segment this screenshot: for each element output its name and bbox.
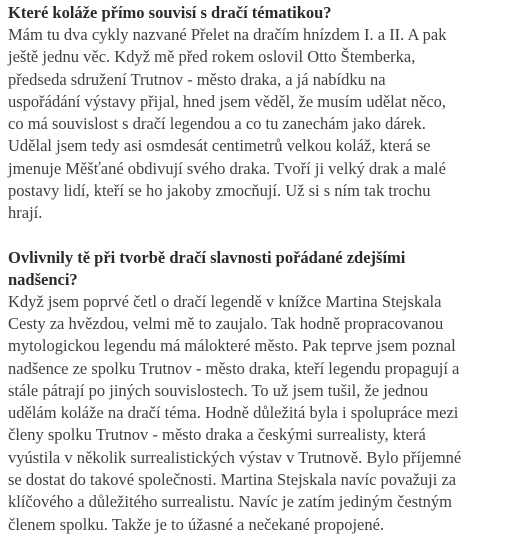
answer-line: uspořádání výstavy přijal, hned jsem věděl, že musím udělat něco, (8, 91, 447, 111)
answer-line: klíčového a důležitého surrealistu. Navíc je zatím jediným čestným (8, 492, 452, 512)
question-heading (8, 2, 508, 24)
answer-line: hrají. (8, 203, 43, 223)
answer-line: členem spolku. Takže je to úžasné a nečekané propojené. (8, 514, 385, 534)
answer-line: udělám koláže na dračí téma. Hodně důležitá byla i spolupráce mezi (8, 403, 459, 423)
answer-line: postavy lidí, kteří se ho jakoby zmocňují. Už si s ním tak trochu (8, 181, 431, 201)
answer-line: Mám tu dva cykly nazvané Přelet na dračím hnízdem I. a II. A pak (8, 25, 447, 44)
answer-line: jmenuje Měšťané obdivují svého draka. Tvoří ji velký drak a malé (8, 158, 446, 178)
answer-line: Cesty za hvězdou, velmi mě to zaujalo. Tak hodně propracovanou (8, 313, 444, 333)
article-body (8, 2, 508, 536)
answer-line: vyústila v několik surrealistických výstav v Trutnově. Bylo příjemné (8, 447, 462, 467)
answer-line: stále pátrají po jiných souvislostech. To už jsem tušil, že jednou (8, 380, 429, 400)
answer-line: mytologickou legendu má málokteré město. Pak teprve jsem poznal (8, 336, 456, 356)
answer-line: co má souvislost s dračí legendou a co tu zanechám jako dárek. (8, 114, 426, 134)
paragraph-spacer (8, 225, 508, 247)
question-line: Ovlivnily tě při tvorbě dračí slavnosti pořádané zdejšími (8, 247, 406, 267)
answer-line: ještě jednu věc. Když mě před rokem oslovil Otto Štemberka, (8, 47, 416, 67)
answer-paragraph (8, 291, 508, 536)
answer-line: nadšence ze spolku Trutnov - město draka, kteří legendu propagují a (8, 358, 460, 378)
answer-line: Udělal jsem tedy asi osmdesát centimetrů velkou koláž, která se (8, 136, 431, 156)
question-line: Které koláže přímo souvisí s dračí tématikou? (8, 3, 332, 22)
answer-line: Když jsem poprvé četl o dračí legendě v knížce Martina Stejskala (8, 291, 442, 311)
question-heading (8, 247, 508, 291)
question-line: nadšenci? (8, 269, 78, 289)
answer-line: se dostat do takové společnosti. Martina Stejskala navíc považuji za (8, 470, 457, 490)
answer-line: předseda sdružení Trutnov - město draka, a já nabídku na (8, 69, 386, 89)
answer-line: členy spolku Trutnov - město draka a českými surrealisty, která (8, 425, 426, 445)
answer-paragraph (8, 24, 508, 225)
